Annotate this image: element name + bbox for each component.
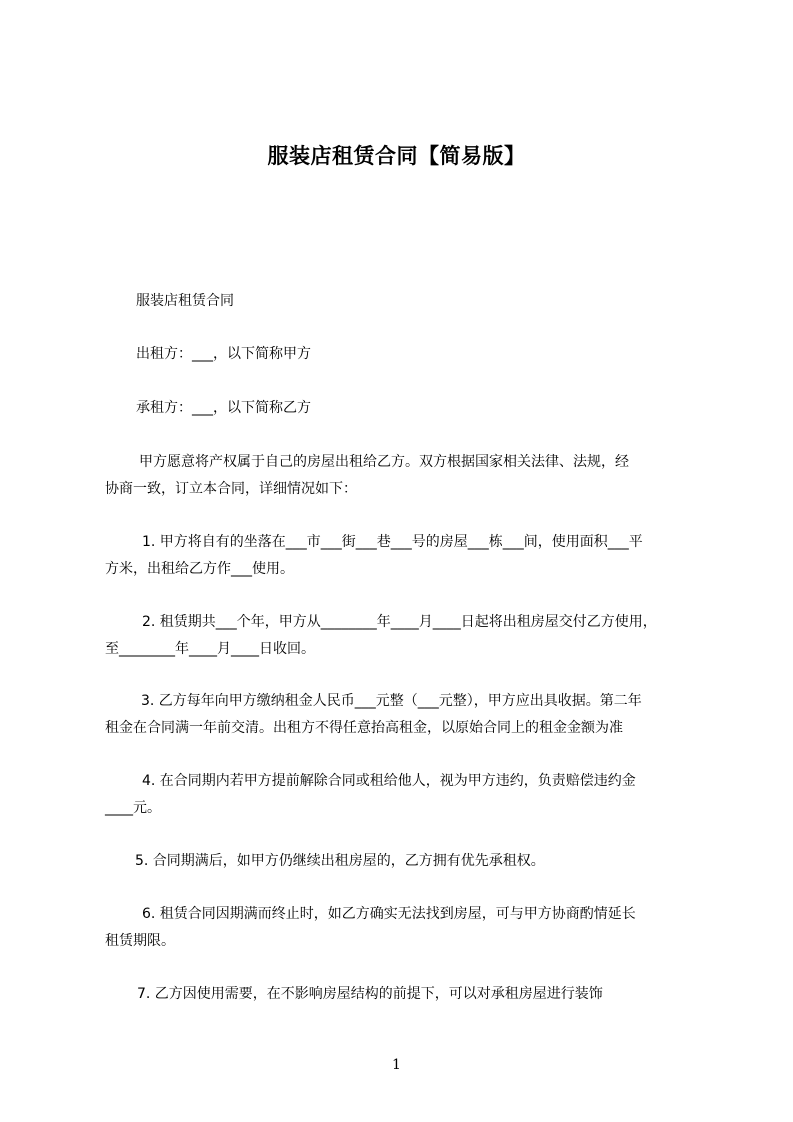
clause-4-line-2: ____元。 [105, 800, 161, 816]
clause-7-line-1: 7. 乙方因使用需要，在不影响房屋结构的前提下，可以对承租房屋进行装饰 [137, 986, 603, 1002]
page-number: 1 [392, 1057, 401, 1073]
clause-4-line-1: 4. 在合同期内若甲方提前解除合同或租给他人，视为甲方违约，负责赔偿违约金 [142, 773, 636, 789]
document-title: 服装店租赁合同【简易版】 [267, 144, 526, 168]
clause-6-line-2: 租赁期限。 [105, 933, 175, 949]
clause-1-line-2: 方米，出租给乙方作___使用。 [105, 561, 294, 577]
lessee-line: 承租方：___，以下简称乙方 [136, 400, 311, 416]
clause-6-line-1: 6. 租赁合同因期满而终止时，如乙方确实无法找到房屋，可与甲方协商酌情延长 [142, 906, 636, 922]
intro-line-2: 协商一致，订立本合同，详细情况如下： [105, 481, 357, 497]
clause-3-line-1: 3. 乙方每年向甲方缴纳租金人民币___元整（___元整），甲方应出具收据。第二年 [141, 693, 642, 709]
clause-5-line-1: 5. 合同期满后，如甲方仍继续出租房屋的，乙方拥有优先承租权。 [135, 853, 545, 869]
clause-2-line-2: 至________年____月____日收回。 [105, 641, 315, 657]
lessor-line: 出租方：___，以下简称甲方 [136, 346, 311, 362]
clause-2-line-1: 2. 租赁期共___个年，甲方从________年____月____日起将出租房屋交付乙方使用， [142, 614, 657, 630]
clause-3-line-2: 租金在合同满一年前交清。出租方不得任意抬高租金，以原始合同上的租金金额为准 [105, 720, 623, 736]
intro-line-1: 甲方愿意将产权属于自己的房屋出租给乙方。双方根据国家相关法律、法规，经 [139, 454, 629, 470]
contract-heading: 服装店租赁合同 [136, 293, 234, 309]
clause-1-line-1: 1. 甲方将自有的坐落在___市___街___巷___号的房屋___栋___间，使用面积___平 [142, 534, 643, 550]
